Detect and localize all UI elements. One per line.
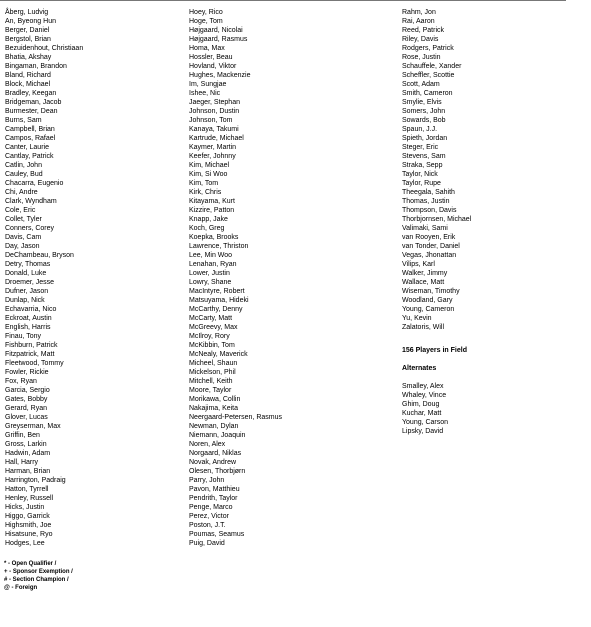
player-name: Åberg, Ludvig (5, 9, 49, 16)
player-name: Rai, Aaron (402, 18, 435, 25)
player-name: Hall, Harry (5, 459, 39, 466)
player-name: Gates, Bobby (5, 396, 48, 403)
player-name: Echavarria, Nico (5, 306, 57, 313)
player-name: Burmester, Dean (5, 108, 58, 115)
player-column-1 (5, 8, 83, 548)
player-name: Rodgers, Patrick (402, 45, 454, 52)
player-name: Bradley, Keegan (5, 90, 57, 97)
player-name: Knapp, Jake (189, 216, 228, 223)
player-name: Hadwin, Adam (5, 450, 51, 457)
player-name: Smith, Cameron (402, 90, 453, 97)
player-name: Lowry, Shane (189, 279, 232, 286)
player-name: Woodland, Gary (402, 297, 453, 304)
player-name: Hisatsune, Ryo (5, 531, 53, 538)
player-name: Rose, Justin (402, 54, 441, 61)
player-name: Kitayama, Kurt (189, 198, 235, 205)
legend-item: * - Open Qualifier / (4, 561, 57, 567)
player-name: Jaeger, Stephan (189, 99, 240, 106)
player-column-3 (402, 8, 471, 332)
player-name: Cole, Eric (5, 207, 36, 214)
player-name: Kizzire, Patton (189, 207, 235, 214)
player-name: Matsuyama, Hideki (189, 297, 249, 304)
player-name: Dufner, Jason (5, 288, 49, 295)
player-name: Morikawa, Collin (189, 396, 241, 403)
player-name: Bland, Richard (5, 72, 51, 79)
alternate-name: Ghim, Doug (402, 401, 440, 408)
player-name: Droemer, Jesse (5, 279, 55, 286)
player-name: McCarthy, Denny (189, 306, 243, 313)
player-name: Bingaman, Brandon (5, 63, 67, 70)
player-name: Micheel, Shaun (189, 360, 238, 367)
player-name: Vilips, Karl (402, 261, 435, 268)
player-name: Mickelson, Phil (189, 369, 236, 376)
player-name: van Rooyen, Erik (402, 234, 456, 241)
player-name: Catlin, John (5, 162, 42, 169)
player-name: Campos, Rafael (5, 135, 56, 142)
player-name: Koch, Greg (189, 225, 225, 232)
player-name: Lee, Min Woo (189, 252, 233, 259)
player-name: McNealy, Maverick (189, 351, 248, 358)
alternate-name: Lipsky, David (402, 428, 444, 435)
player-name: Kirk, Chris (189, 189, 222, 196)
alternate-name: Kuchar, Matt (402, 410, 442, 417)
player-name: McIlroy, Rory (189, 333, 230, 340)
player-name: Hughes, Mackenzie (189, 72, 251, 79)
player-name: Taylor, Rupe (402, 180, 441, 187)
player-name: Poston, J.T. (189, 522, 226, 529)
player-name: Bezuidenhout, Christiaan (5, 45, 84, 52)
player-name: Koepka, Brooks (189, 234, 239, 241)
player-name: Fowler, Rickie (5, 369, 49, 376)
player-name: Scheffler, Scottie (402, 72, 455, 79)
player-name: Griffin, Ben (5, 432, 40, 439)
player-name: Smylie, Elvis (402, 99, 442, 106)
player-name: Scott, Adam (402, 81, 440, 88)
player-name: Cantlay, Patrick (5, 153, 54, 160)
player-name: Hoge, Tom (189, 18, 223, 25)
alternate-name: Whaley, Vince (402, 392, 447, 399)
player-name: Rahm, Jon (402, 9, 436, 16)
player-name: Lenahan, Ryan (189, 261, 237, 268)
player-name: Riley, Davis (402, 36, 439, 43)
player-name: Davis, Cam (5, 234, 42, 241)
player-name: Wiseman, Timothy (402, 288, 460, 295)
player-name: MacIntyre, Robert (189, 288, 245, 295)
player-name: Kartrude, Michael (189, 135, 244, 142)
player-name: Harrington, Padraig (5, 477, 66, 484)
player-name: Finau, Tony (5, 333, 42, 340)
player-name: Højgaard, Rasmus (189, 36, 248, 43)
player-name: Taylor, Nick (402, 171, 438, 178)
player-name: Detry, Thomas (5, 261, 51, 268)
player-name: Stevens, Sam (402, 153, 446, 160)
player-name: Pendrith, Taylor (189, 495, 238, 502)
player-name: Homa, Max (189, 45, 225, 52)
player-name: Neergaard-Petersen, Rasmus (189, 414, 282, 421)
player-name: Hovland, Viktor (189, 63, 237, 70)
player-name: Nakajima, Keita (189, 405, 239, 412)
field-count-heading: 156 Players in Field (402, 347, 467, 354)
player-name: Niemann, Joaquin (189, 432, 246, 439)
player-name: Bergstol, Brian (5, 36, 51, 43)
player-name: Kaymer, Martin (189, 144, 237, 151)
player-name: Kim, Michael (189, 162, 230, 169)
player-name: Theegala, Sahith (402, 189, 455, 196)
alternate-name: Smalley, Alex (402, 383, 444, 390)
player-name: Lawrence, Thriston (189, 243, 249, 250)
player-name: Johnson, Dustin (189, 108, 240, 115)
player-name: Block, Michael (5, 81, 51, 88)
player-name: Højgaard, Nicolai (189, 27, 243, 34)
player-name: Novak, Andrew (189, 459, 237, 466)
player-name: Spaun, J.J. (402, 126, 438, 133)
player-name: McGreevy, Max (189, 324, 238, 331)
player-name: Glover, Lucas (5, 414, 48, 421)
player-name: An, Byeong Hun (5, 18, 56, 25)
player-name: Highsmith, Joe (5, 522, 52, 529)
player-name: Newman, Dylan (189, 423, 239, 430)
player-name: Reed, Patrick (402, 27, 445, 34)
player-name: Olesen, Thorbjørn (189, 468, 246, 475)
player-name: McKibbin, Tom (189, 342, 235, 349)
player-name: Zalatoris, Will (402, 324, 445, 331)
player-name: Thompson, Davis (402, 207, 457, 214)
player-name: Gerard, Ryan (5, 405, 48, 412)
player-name: Norgaard, Niklas (189, 450, 242, 457)
alternates-heading: Alternates (402, 365, 437, 372)
player-name: Straka, Sepp (402, 162, 443, 169)
player-name: Mitchell, Keith (189, 378, 233, 385)
player-name: Sowards, Bob (402, 117, 446, 124)
player-name: Dunlap, Nick (5, 297, 45, 304)
player-name: Pavon, Matthieu (189, 486, 240, 493)
player-column-2 (189, 8, 282, 548)
legend (4, 560, 73, 592)
player-name: Fox, Ryan (5, 378, 37, 385)
player-name: Conners, Corey (5, 225, 55, 232)
player-name: Poumas, Seamus (189, 531, 245, 538)
player-name: Hodges, Lee (5, 540, 45, 547)
player-name: Fleetwood, Tommy (5, 360, 64, 367)
player-name: Chi, Andre (5, 189, 38, 196)
player-name: Canter, Laurie (5, 144, 49, 151)
player-name: van Tonder, Daniel (402, 243, 460, 250)
player-name: Eckroat, Austin (5, 315, 52, 322)
player-name: Kim, Si Woo (189, 171, 228, 178)
legend-item: @ - Foreign (4, 585, 38, 591)
player-name: Chacarra, Eugenio (5, 180, 64, 187)
player-name: Noren, Alex (189, 441, 226, 448)
player-name: Lower, Justin (189, 270, 230, 277)
player-name: Valimaki, Sami (402, 225, 448, 232)
player-name: Fishburn, Patrick (5, 342, 58, 349)
player-name: Perez, Victor (189, 513, 229, 520)
player-name: Berger, Daniel (5, 27, 50, 34)
player-name: Higgo, Garrick (5, 513, 50, 520)
player-name: Day, Jason (5, 243, 40, 250)
player-name: Collet, Tyler (5, 216, 42, 223)
alternates-list (402, 382, 448, 436)
player-name: Im, Sungjae (189, 81, 227, 88)
player-name: Wallace, Matt (402, 279, 445, 286)
player-name: Hicks, Justin (5, 504, 45, 511)
top-divider (0, 0, 566, 1)
player-name: Keefer, Johnny (189, 153, 236, 160)
player-name: Hoey, Rico (189, 9, 223, 16)
player-name: Parry, John (189, 477, 225, 484)
player-name: Burns, Sam (5, 117, 42, 124)
alternate-name: Young, Carson (402, 419, 449, 426)
player-name: Cauley, Bud (5, 171, 43, 178)
player-name: Somers, John (402, 108, 446, 115)
player-name: Yu, Kevin (402, 315, 432, 322)
player-name: McCarty, Matt (189, 315, 233, 322)
player-name: Fitzpatrick, Matt (5, 351, 55, 358)
player-name: Kanaya, Takumi (189, 126, 239, 133)
player-name: Moore, Taylor (189, 387, 232, 394)
player-name: Hossler, Beau (189, 54, 233, 61)
player-name: Henley, Russell (5, 495, 54, 502)
player-name: Puig, David (189, 540, 225, 547)
player-name: Bhatia, Akshay (5, 54, 52, 61)
player-name: English, Harris (5, 324, 51, 331)
player-name: Bridgeman, Jacob (5, 99, 62, 106)
player-name: DeChambeau, Bryson (5, 252, 74, 259)
player-name: Vegas, Jhonattan (402, 252, 457, 259)
legend-item: # - Section Champion / (4, 577, 69, 583)
player-name: Garcia, Sergio (5, 387, 50, 394)
player-name: Young, Cameron (402, 306, 455, 313)
player-name: Donald, Luke (5, 270, 47, 277)
player-name: Greyserman, Max (5, 423, 61, 430)
legend-item: + - Sponsor Exemption / (4, 569, 73, 575)
player-name: Steger, Eric (402, 144, 439, 151)
player-name: Walker, Jimmy (402, 270, 448, 277)
player-name: Penge, Marco (189, 504, 233, 511)
player-name: Gross, Larkin (5, 441, 47, 448)
player-name: Campbell, Brian (5, 126, 55, 133)
player-name: Thomas, Justin (402, 198, 450, 205)
player-name: Harman, Brian (5, 468, 51, 475)
player-name: Johnson, Tom (189, 117, 233, 124)
player-name: Clark, Wyndham (5, 198, 57, 205)
player-name: Kim, Tom (189, 180, 219, 187)
player-name: Spieth, Jordan (402, 135, 448, 142)
player-name: Thorbjornsen, Michael (402, 216, 472, 223)
player-name: Ishee, Nic (189, 90, 221, 97)
player-name: Schauffele, Xander (402, 63, 462, 70)
player-name: Hatton, Tyrrell (5, 486, 49, 493)
